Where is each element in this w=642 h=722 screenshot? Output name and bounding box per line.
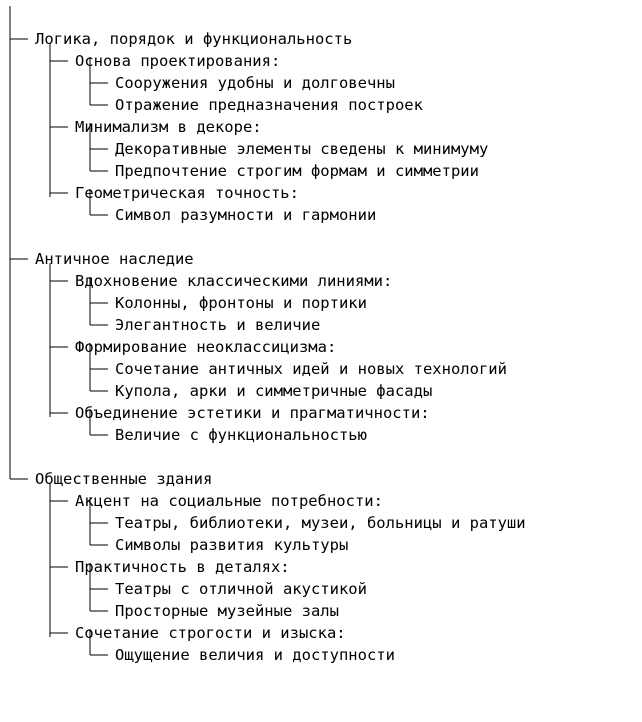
tree-section-label: Общественные здания xyxy=(35,470,213,488)
tree-leaf-label: Ощущение величия и доступности xyxy=(115,646,395,664)
tree-topic-label: Акцент на социальные потребности: xyxy=(75,492,383,510)
tree-topic-label: Минимализм в декоре: xyxy=(75,118,262,136)
tree-leaf-label: Символ разумности и гармонии xyxy=(115,206,377,224)
tree-leaf-label: Театры, библиотеки, музеи, больницы и ратуши xyxy=(115,514,526,532)
tree-topic-label: Формирование неоклассицизма: xyxy=(75,338,337,356)
tree-leaf-label: Элегантность и величие xyxy=(115,316,321,334)
tree-leaf-label: Колонны, фронтоны и портики xyxy=(115,294,367,312)
tree-topic-label: Практичность в деталях: xyxy=(75,558,290,576)
tree-topic-label: Основа проектирования: xyxy=(75,52,281,70)
tree-topic-label: Геометрическая точность: xyxy=(75,184,299,202)
tree-leaf-label: Символы развития культуры xyxy=(115,536,349,554)
tree-leaf-label: Сооружения удобны и долговечны xyxy=(115,74,395,92)
tree-topic-label: Вдохновение классическими линиями: xyxy=(75,272,393,290)
tree-section-label: Античное наследие xyxy=(35,250,194,268)
tree-leaf-label: Отражение предназначения построек xyxy=(115,96,423,114)
tree-leaf-label: Просторные музейные залы xyxy=(115,602,339,620)
tree-section-label: Логика, порядок и функциональность xyxy=(35,30,353,48)
tree-leaf-label: Предпочтение строгим формам и симметрии xyxy=(115,162,479,180)
tree-leaf-label: Сочетание античных идей и новых технологий xyxy=(115,360,507,378)
tree-topic-label: Объединение эстетики и прагматичности: xyxy=(75,404,430,422)
tree-leaf-label: Величие с функциональностью xyxy=(115,426,367,444)
tree-leaf-label: Купола, арки и симметричные фасады xyxy=(115,382,433,400)
tree-leaf-label: Театры с отличной акустикой xyxy=(115,580,367,598)
tree-leaf-label: Декоративные элементы сведены к минимуму xyxy=(115,140,489,158)
tree-topic-label: Сочетание строгости и изыска: xyxy=(75,624,346,642)
